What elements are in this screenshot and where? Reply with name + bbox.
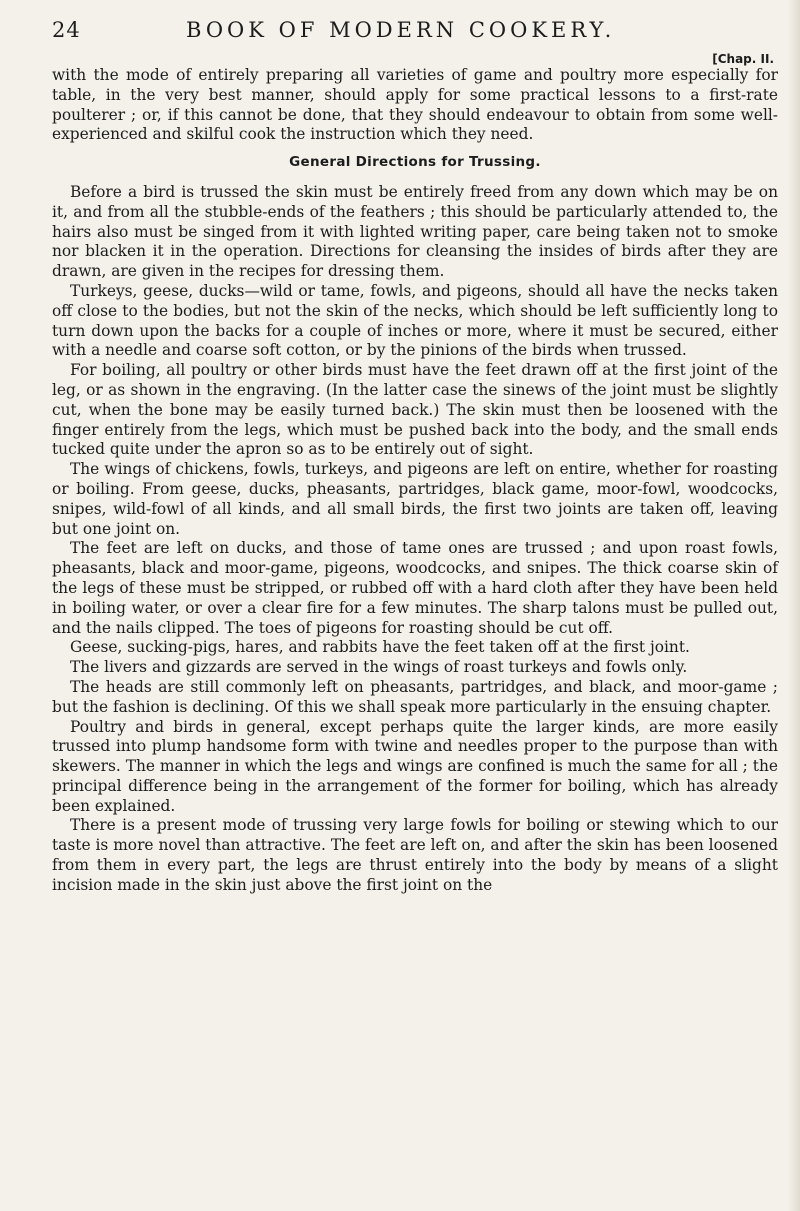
chapter-reference: [Chap. II.	[712, 52, 774, 66]
paragraph-wings: The wings of chickens, fowls, turkeys, and pigeons are left on entire, whether for roasting or boiling. From geese, ducks, pheasants, partridges, black game, moor-fowl, woodcocks, snipes, wild-fowl of all kinds, and all small birds, the first two joints are taken off, leaving but one joint on.	[52, 460, 778, 538]
paragraph-livers: The livers and gizzards are served in the wings of roast turkeys and fowls only.	[70, 658, 688, 677]
paragraph-feet: The feet are left on ducks, and those of tame ones are trussed ; and upon roast fowls, pheasants, black and moor-game, pigeons, woodcocks, and snipes. The thick coarse skin of the legs of these must be stripped, or rubbed off with a hard cloth after they have been held in boiling water, or over a clear fire for a few minutes. The sharp talons must be pulled out, and the nails clipped. The toes of pigeons for roasting should be cut off.	[52, 539, 778, 637]
section-heading: General Directions for Trussing.	[289, 154, 541, 171]
paragraph-present-mode: There is a present mode of trussing very large fowls for boiling or stewing which to our taste is more novel than attractive. The feet are left on, and after the skin has been loosened from them in every part, the legs are thrust entirely into the body by means of a slight incision made in the skin just above the first joint on the	[52, 816, 778, 894]
running-title: BOOK OF MODERN COOKERY.	[186, 18, 616, 42]
paragraph-skin-preparation: Before a bird is trussed the skin must be entirely freed from any down which may be on it, and from all the stubble-ends of the feathers ; this should be particularly attended to, the hairs also must be singed from it with lighted writing paper, care being taken not to smoke nor blacken it in the operation. Directions for cleansing the insides of birds after they are drawn, are given in the recipes for dressing them.	[52, 182, 778, 281]
paragraph-poultry-general: Poultry and birds in general, except perhaps quite the larger kinds, are more easily trussed into plump handsome form with twine and needles proper to the purpose than with skewers. The manner in which the legs and wings are confined is much the same for all ; the principal difference being in the arrangement of the former for boiling, which has already been explained.	[52, 717, 778, 815]
paragraph-heads: The heads are still commonly left on pheasants, partridges, and black, and moor-game ; but the fashion is declining. Of this we shall speak more particularly in the ensuing chapter.	[52, 677, 778, 716]
page-header	[52, 18, 778, 66]
paragraph-first-joint: Geese, sucking-pigs, hares, and rabbits have the feet taken off at the first joint.	[70, 638, 690, 657]
intro-paragraph: with the mode of entirely preparing all varieties of game and poultry more especially for table, in the very best manner, should apply for some practical lessons to a first-rate poulterer ; or, if this cannot be done, that they should endeavour to obtain from some well-experienced and skilful cook the instruction which they need.	[52, 66, 778, 144]
paragraph-necks: Turkeys, geese, ducks—wild or tame, fowls, and pigeons, should all have the necks taken off close to the bodies, but not the skin of the necks, which should be left sufficiently long to turn down upon the backs for a couple of inches or more, where it must be secured, either with a needle and coarse soft cotton, or by the pinions of the birds when trussed.	[52, 281, 778, 360]
page-number: 24	[52, 18, 81, 42]
page-edge-shadow	[788, 0, 800, 1211]
body-text	[52, 66, 778, 896]
paragraph-boiling: For boiling, all poultry or other birds must have the feet drawn off at the first joint of the leg, or as shown in the engraving. (In the latter case the sinews of the joint must be slightly cut, when the bone may be easily turned back.) The skin must then be loosened with the finger entirely from the legs, which must be pushed back into the body, and the small ends tucked quite under the apron so as to be entirely out of sight.	[52, 361, 778, 459]
